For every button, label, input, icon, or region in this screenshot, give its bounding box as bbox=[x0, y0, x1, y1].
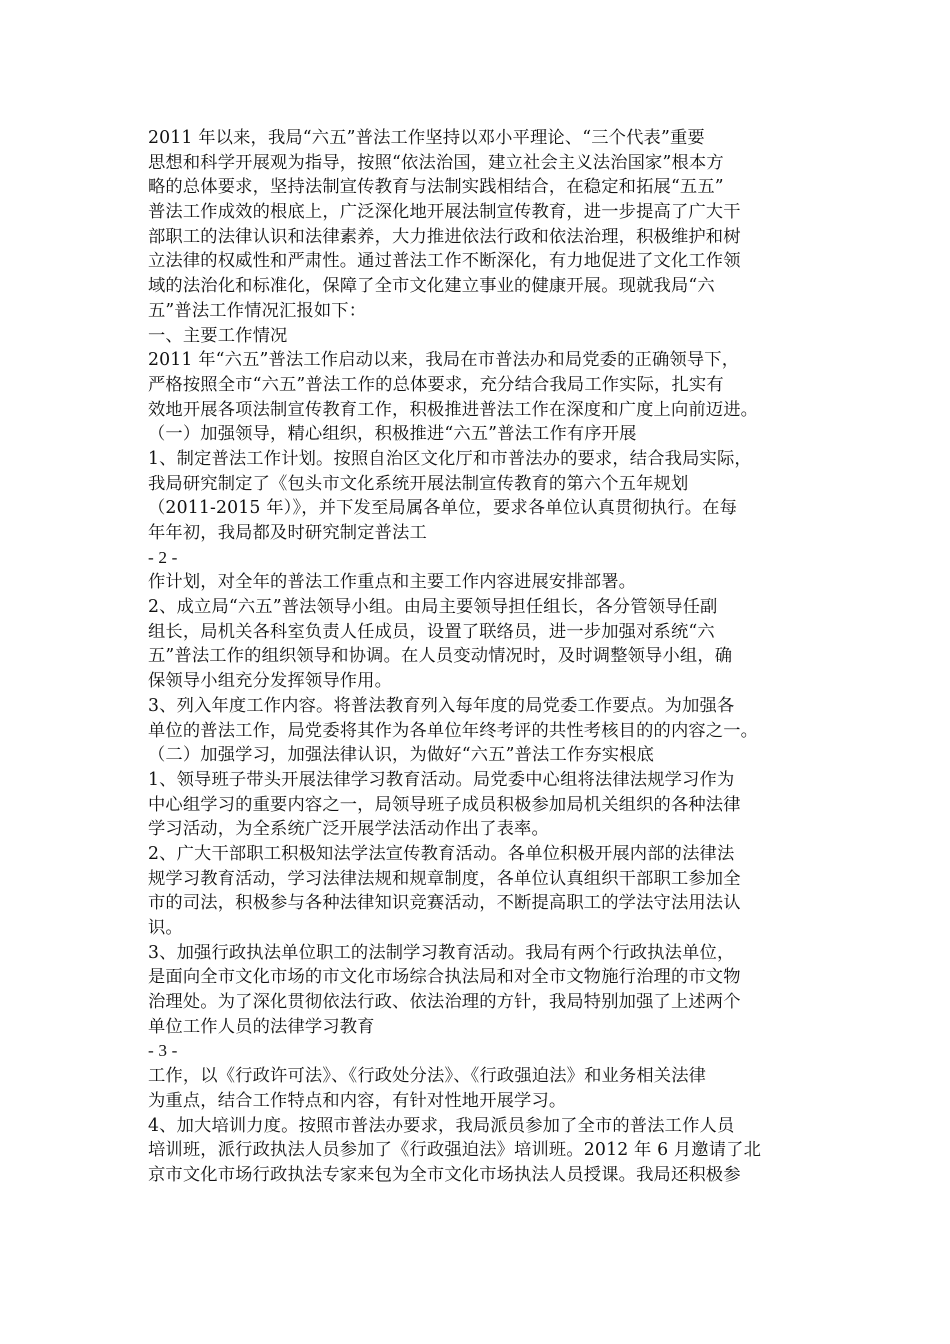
text-line: 2011 年以来，我局“六五”普法工作坚持以邓小平理论、“三个代表”重要 bbox=[148, 128, 705, 148]
section-heading: 一、主要工作情况 bbox=[148, 325, 288, 346]
text-line: （2011-2015 年）》，并下发至局属各单位，要求各单位认真贯彻执行。在每 bbox=[148, 498, 738, 519]
text-line: 保领导小组充分发挥领导作用。 bbox=[148, 671, 393, 692]
text-line: 2、成立局“六五”普法领导小组。由局主要领导担任组长，各分管领导任副 bbox=[148, 597, 718, 618]
text-line: 严格按照全市“六五”普法工作的总体要求，充分结合我局工作实际，扎实有 bbox=[148, 374, 724, 395]
text-line: 治理处。为了深化贯彻依法行政、依法治理的方针，我局特别加强了上述两个 bbox=[148, 992, 741, 1013]
text-line: 单位工作人员的法律学习教育 bbox=[148, 1016, 375, 1037]
text-line: 1、领导班子带头开展法律学习教育活动。局党委中心组将法律法规学习作为 bbox=[148, 769, 735, 790]
text-line: 1、制定普法工作计划。按照自治区文化厅和市普法办的要求，结合我局实际， bbox=[148, 448, 752, 469]
text-line: 3、列入年度工作内容。将普法教育列入每年度的局党委工作要点。为加强各 bbox=[148, 695, 735, 716]
text-line: 学习活动，为全系统广泛开展学法活动作出了表率。 bbox=[148, 819, 549, 840]
text-line: 组长，局机关各科室负责人任成员，设置了联络员，进一步加强对系统“六 bbox=[148, 621, 715, 642]
text-line: 培训班，派行政执法人员参加了《行政强迫法》培训班。2012 年 6 月邀请了北 bbox=[148, 1140, 762, 1161]
text-line: 3、加强行政执法单位职工的法制学习教育活动。我局有两个行政执法单位， bbox=[148, 942, 735, 963]
page-number: - 3 - bbox=[148, 1041, 178, 1061]
text-line: 4、加大培训力度。按照市普法办要求，我局派员参加了全市的普法工作人员 bbox=[148, 1115, 735, 1136]
text-line: 京市文化市场行政执法专家来包为全市文化市场执法人员授课。我局还积极参 bbox=[148, 1164, 741, 1185]
text-line: 五”普法工作的组织领导和协调。在人员变动情况时，及时调整领导小组，确 bbox=[148, 646, 733, 667]
text-line: 效地开展各项法制宣传教育工作，积极推进普法工作在深度和广度上向前迈进。 bbox=[148, 399, 759, 420]
text-line: 我局研究制定了《包头市文化系统开展法制宣传教育的第六个五年规划 bbox=[148, 473, 689, 494]
text-line: 规学习教育活动，学习法律法规和规章制度，各单位认真组织干部职工参加全 bbox=[148, 868, 741, 889]
text-line: 识。 bbox=[148, 918, 183, 938]
text-line: 略的总体要求，坚持法制宣传教育与法制实践相结合，在稳定和拓展“五五” bbox=[148, 177, 724, 198]
text-line: 中心组学习的重要内容之一，局领导班子成员积极参加局机关组织的各种法律 bbox=[148, 794, 741, 815]
text-line: 为重点，结合工作特点和内容，有针对性地开展学习。 bbox=[148, 1090, 567, 1111]
text-line: 市的司法，积极参与各种法律知识竞赛活动，不断提高职工的学法守法用法认 bbox=[148, 893, 741, 914]
text-line: 思想和科学开展观为指导，按照“依法治国，建立社会主义法治国家”根本方 bbox=[148, 152, 724, 173]
text-line: 域的法治化和标准化，保障了全市文化建立事业的健康开展。现就我局“六 bbox=[148, 276, 715, 297]
text-line: 立法律的权威性和严肃性。通过普法工作不断深化，有力地促进了文化工作领 bbox=[148, 251, 741, 272]
text-line: 作计划，对全年的普法工作重点和主要工作内容进展安排部署。 bbox=[148, 572, 637, 593]
subsection-heading: （二）加强学习，加强法律认识，为做好“六五”普法工作夯实根底 bbox=[148, 745, 655, 766]
subsection-heading: （一）加强领导，精心组织，积极推进“六五”普法工作有序开展 bbox=[148, 424, 637, 445]
text-line: 年年初，我局都及时研究制定普法工 bbox=[148, 523, 427, 543]
text-line: 单位的普法工作，局党委将其作为各单位年终考评的共性考核目的的内容之一。 bbox=[148, 720, 759, 741]
text-line: 五”普法工作情况汇报如下： bbox=[148, 300, 367, 321]
text-line: 是面向全市文化市场的市文化市场综合执法局和对全市文物施行治理的市文物 bbox=[148, 967, 741, 988]
page-number: - 2 - bbox=[148, 547, 178, 567]
text-line: 部职工的法律认识和法律素养，大力推进依法行政和依法治理，积极维护和树 bbox=[148, 226, 741, 247]
text-line: 普法工作成效的根底上，广泛深化地开展法制宣传教育，进一步提高了广大干 bbox=[148, 202, 741, 223]
text-line: 2011 年“六五”普法工作启动以来，我局在市普法办和局党委的正确领导下， bbox=[148, 350, 740, 371]
text-line: 工作，以《行政许可法》、《行政处分法》、《行政强迫法》和业务相关法律 bbox=[148, 1066, 707, 1087]
document-body bbox=[148, 126, 813, 1188]
text-line: 2、广大干部职工积极知法学法宣传教育活动。各单位积极开展内部的法律法 bbox=[148, 843, 735, 864]
